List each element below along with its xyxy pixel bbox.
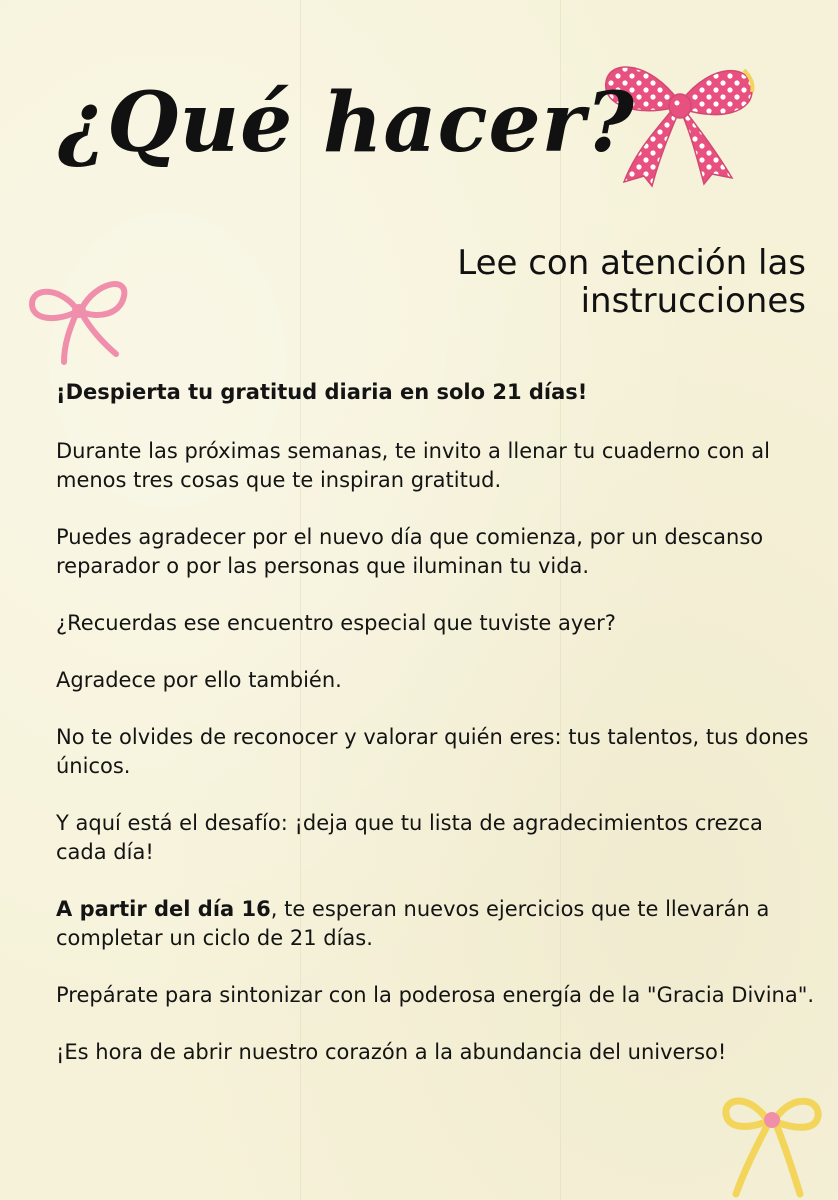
paragraph: Durante las próximas semanas, te invito a llenar tu cuaderno con al menos tres cosas que te inspiran gratitud. bbox=[56, 439, 770, 492]
page-title: ¿Qué hacer? bbox=[58, 75, 635, 171]
paragraph bbox=[56, 895, 816, 953]
paragraph: Y aquí está el desafío: ¡deja que tu lista de agradecimientos crezca cada día! bbox=[56, 811, 763, 864]
paragraph: No te olvides de reconocer y valorar quién eres: tus talentos, tus dones únicos. bbox=[56, 725, 809, 778]
bold-phrase: A partir del día 16 bbox=[56, 897, 271, 921]
page-subtitle bbox=[457, 244, 806, 320]
lead-paragraph: ¡Despierta tu gratitud diaria en solo 21 días! bbox=[56, 380, 588, 404]
paragraph: Agradece por ello también. bbox=[56, 668, 342, 692]
yellow-ribbon-bow-icon bbox=[718, 1090, 828, 1198]
paragraph-rest: , te esperan nuevos ejercicios que te llevarán a completar un ciclo de 21 días. bbox=[56, 897, 770, 950]
paragraph: Prepárate para sintonizar con la poderosa energía de la "Gracia Divina". bbox=[56, 983, 815, 1007]
paragraph: ¡Es hora de abrir nuestro corazón a la abundancia del universo! bbox=[56, 1040, 727, 1064]
subtitle-line: instrucciones bbox=[580, 281, 806, 321]
paragraph: Puedes agradecer por el nuevo día que comienza, por un descanso reparador o por las personas que iluminan tu vida. bbox=[56, 525, 764, 578]
subtitle-line: Lee con atención las bbox=[457, 243, 806, 283]
pink-ribbon-bow-icon bbox=[24, 266, 134, 370]
paragraph: ¿Recuerdas ese encuentro especial que tuviste ayer? bbox=[56, 611, 616, 635]
instructions-body bbox=[56, 378, 816, 1095]
